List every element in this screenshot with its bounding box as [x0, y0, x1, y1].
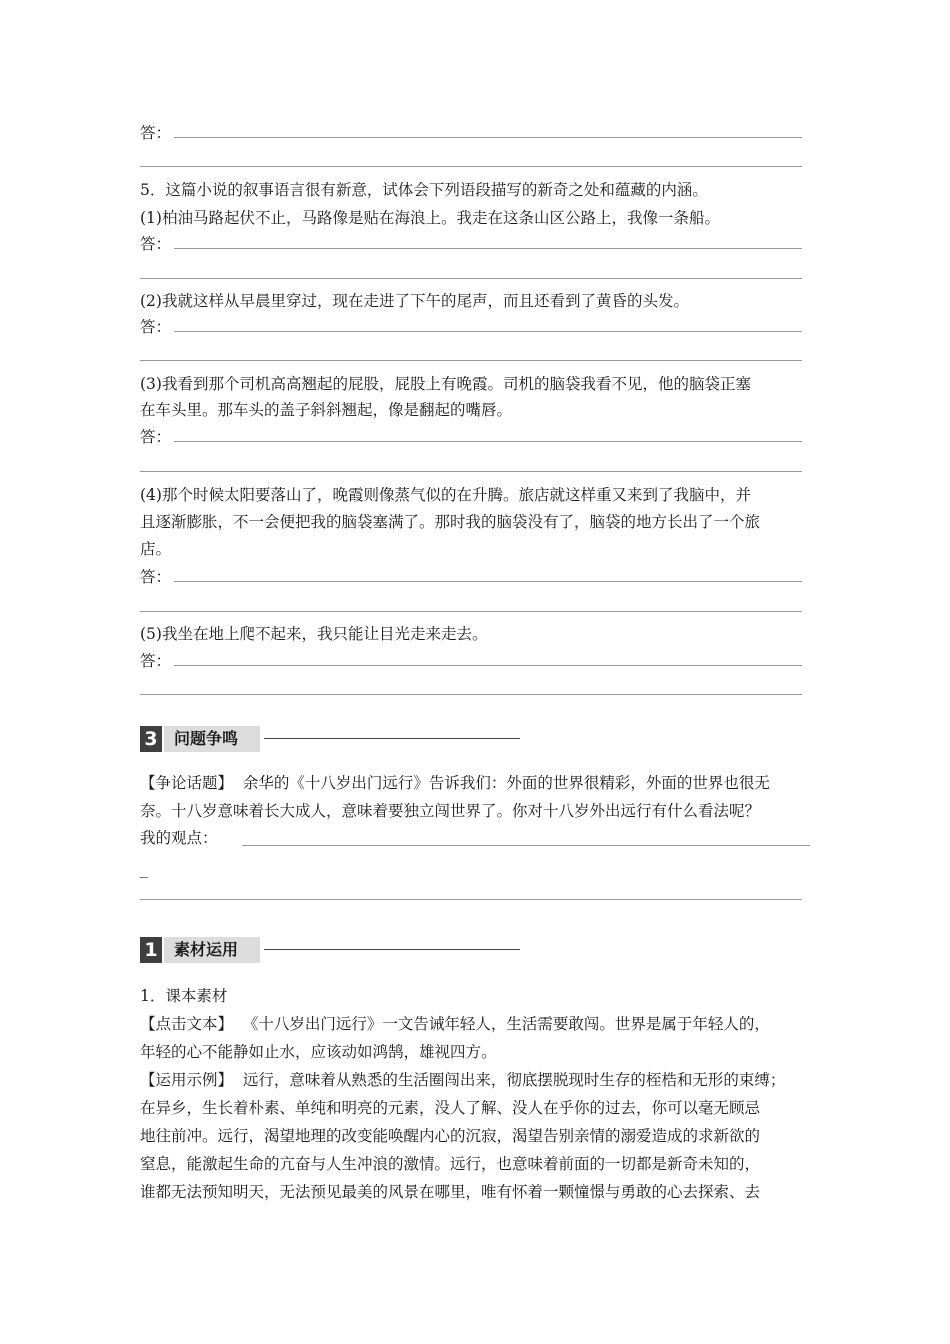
usage-example-text: 远行，意味着从熟悉的生活圈闯出来，彻底摆脱现时生存的桎梏和无形的束缚； — [242, 1071, 786, 1089]
question-5-item-4-line: (4)那个时候太阳要落山了，晚霞则像蒸气似的在升腾。旅店就这样重又来到了我脑中，并 — [140, 486, 751, 504]
debate-topic-line — [140, 772, 770, 794]
answer-label: 答： — [140, 235, 172, 253]
my-view-label: 我的观点： — [140, 829, 218, 847]
section-rule — [264, 949, 520, 950]
answer-rule — [174, 331, 802, 332]
debate-topic-tag: 【争论话题】 — [140, 774, 234, 792]
answer-label: 答： — [140, 652, 172, 670]
usage-example-line — [140, 1069, 785, 1091]
my-view-answer-line[interactable] — [140, 899, 802, 900]
question-5-item-4-line: 店。 — [140, 540, 172, 558]
section-title: 问题争鸣 — [164, 726, 260, 752]
question-5-item-4-line: 且逐渐膨胀，不一会便把我的脑袋塞满了。那时我的脑袋没有了，脑袋的地方长出了一个旅 — [140, 513, 761, 531]
debate-topic-text: 余华的《十八岁出门远行》告诉我们：外面的世界很精彩，外面的世界也很无 — [242, 774, 770, 792]
answer-rule-continuation — [140, 611, 802, 612]
section-title: 素材运用 — [164, 937, 260, 963]
answer-line[interactable] — [140, 426, 802, 448]
debate-topic-line: 奈。十八岁意味着长大成人，意味着要独立闯世界了。你对十八岁外出远行有什么看法呢？ — [140, 802, 761, 820]
question-5-item-1: (1)柏油马路起伏不止，马路像是贴在海浪上。我走在这条山区公路上，我像一条船。 — [140, 209, 720, 227]
question-5-item-3-line: (3)我看到那个司机高高翘起的屁股，屁股上有晚霞。司机的脑袋我看不见，他的脑袋正塞 — [140, 375, 751, 393]
answer-rule — [174, 665, 802, 666]
click-text: 《十八岁出门远行》一文告诫年轻人，生活需要敢闯。世界是属于年轻人的， — [242, 1015, 770, 1033]
answer-rule-continuation — [140, 694, 802, 695]
section-number: 3 — [140, 726, 162, 752]
click-text-tag: 【点击文本】 — [140, 1015, 234, 1033]
answer-rule-continuation — [140, 471, 802, 472]
answer-rule — [174, 248, 802, 249]
question-5-item-5: (5)我坐在地上爬不起来，我只能让目光走来走去。 — [140, 625, 488, 643]
answer-rule — [174, 441, 802, 442]
question-5-item-2: (2)我就这样从早晨里穿过，现在走进了下午的尾声，而且还看到了黄昏的头发。 — [140, 292, 689, 310]
material-heading: 1．课本素材 — [140, 987, 228, 1005]
section-number: 1 — [140, 937, 162, 963]
my-view-dash: _ — [140, 860, 148, 878]
answer-label: 答： — [140, 124, 172, 142]
answer-rule — [174, 137, 802, 138]
answer-rule — [174, 581, 802, 582]
answer-rule-continuation — [140, 278, 802, 279]
my-view-answer-line[interactable] — [242, 845, 810, 846]
usage-example-line: 在异乡，生长着朴素、单纯和明亮的元素，没人了解、没人在乎你的过去，你可以毫无顾忌 — [140, 1099, 761, 1117]
answer-rule-continuation — [140, 166, 802, 167]
answer-label: 答： — [140, 568, 172, 586]
answer-line[interactable] — [140, 650, 802, 672]
answer-label: 答： — [140, 428, 172, 446]
material-text-line: 年轻的心不能静如止水，应该动如鸿鹄，雄视四方。 — [140, 1043, 497, 1061]
usage-example-line: 窒息，能激起生命的亢奋与人生冲浪的激情。远行，也意味着前面的一切都是新奇未知的， — [140, 1155, 761, 1173]
section-rule — [264, 738, 520, 739]
answer-line[interactable] — [140, 233, 802, 255]
answer-rule-continuation — [140, 360, 802, 361]
answer-line[interactable] — [140, 566, 802, 588]
question-5-prompt: 5．这篇小说的叙事语言很有新意，试体会下列语段描写的新奇之处和蕴藏的内涵。 — [140, 181, 708, 199]
answer-line[interactable] — [140, 122, 802, 144]
usage-example-tag: 【运用示例】 — [140, 1071, 234, 1089]
answer-label: 答： — [140, 318, 172, 336]
question-5-item-3-line: 在车头里。那车头的盖子斜斜翘起，像是翻起的嘴唇。 — [140, 401, 513, 419]
usage-example-line: 谁都无法预知明天，无法预见最美的风景在哪里，唯有怀着一颗憧憬与勇敢的心去探索、去 — [140, 1183, 761, 1201]
usage-example-line: 地往前冲。远行，渴望地理的改变能唤醒内心的沉寂，渴望告别亲情的溺爱造成的求新欲的 — [140, 1127, 761, 1145]
answer-line[interactable] — [140, 316, 802, 338]
material-text-line — [140, 1013, 770, 1035]
